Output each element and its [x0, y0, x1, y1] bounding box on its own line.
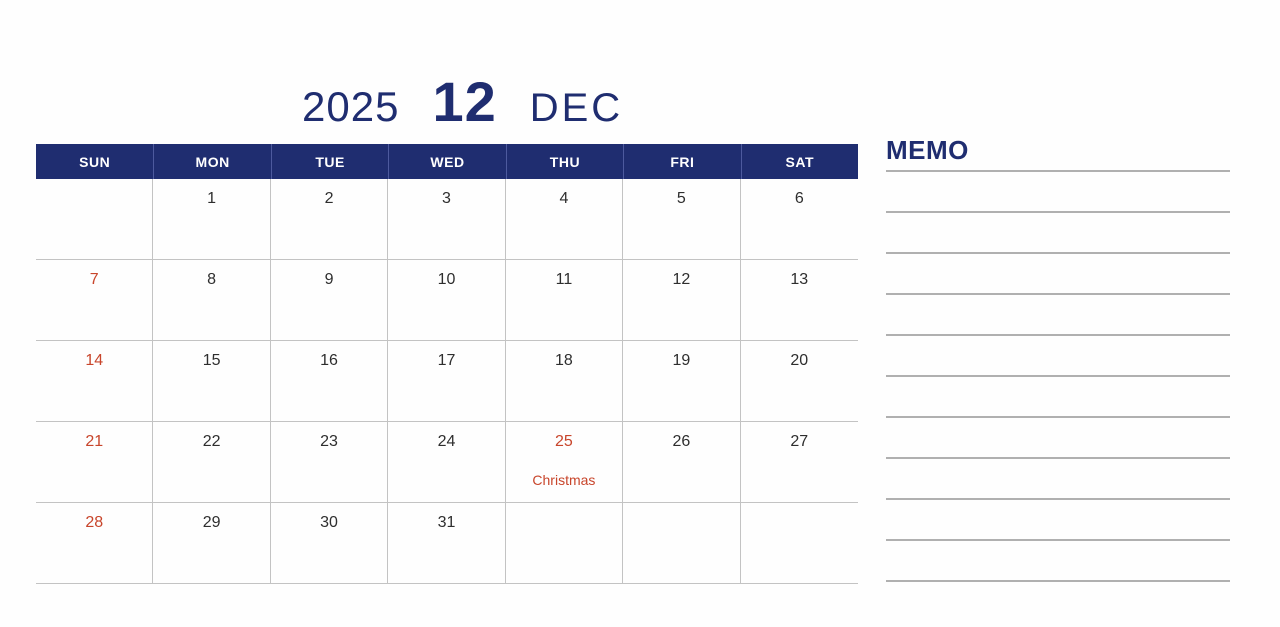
- date-number: 17: [437, 352, 456, 369]
- calendar-cell-1: [153, 179, 270, 260]
- memo-line: [886, 459, 1230, 500]
- memo-line: [886, 172, 1230, 213]
- calendar-cell-29: [153, 503, 270, 584]
- calendar-cell-empty: [623, 503, 740, 584]
- date-number: 1: [207, 190, 217, 207]
- holiday-label: Christmas: [532, 472, 596, 488]
- calendar-cell-15: [153, 341, 270, 422]
- calendar-cell-13: [741, 260, 858, 341]
- date-number: 13: [790, 271, 809, 288]
- memo-line: [886, 500, 1230, 541]
- day-header-thu: THU: [506, 144, 623, 179]
- page-title: [302, 70, 624, 133]
- date-number: 26: [672, 433, 691, 450]
- calendar-cell-12: [623, 260, 740, 341]
- calendar-cell-7: [36, 260, 153, 341]
- date-number: 11: [555, 271, 573, 288]
- day-header-fri: FRI: [623, 144, 740, 179]
- date-number: 25: [555, 433, 573, 450]
- calendar-cell-25: [506, 422, 623, 503]
- calendar-cell-8: [153, 260, 270, 341]
- memo-panel: [886, 136, 1230, 582]
- date-number: 29: [202, 514, 221, 531]
- calendar-cell-19: [623, 341, 740, 422]
- date-number: 19: [672, 352, 691, 369]
- calendar-cell-23: [271, 422, 388, 503]
- calendar-cell-empty: [506, 503, 623, 584]
- day-header-mon: MON: [153, 144, 270, 179]
- date-number: 30: [320, 514, 338, 531]
- calendar-cell-empty: [741, 503, 858, 584]
- calendar-cell-4: [506, 179, 623, 260]
- date-number: 21: [85, 433, 104, 450]
- date-number: 24: [437, 433, 456, 450]
- year-label: 2025: [302, 83, 400, 130]
- date-number: 8: [207, 271, 217, 288]
- calendar-cell-3: [388, 179, 505, 260]
- calendar-cell-empty: [36, 179, 153, 260]
- calendar-cell-17: [388, 341, 505, 422]
- calendar-cell-11: [506, 260, 623, 341]
- calendar-cell-5: [623, 179, 740, 260]
- date-number: 31: [437, 514, 456, 531]
- memo-title: MEMO: [886, 135, 969, 165]
- date-number: 5: [676, 190, 686, 207]
- memo-line: [886, 213, 1230, 254]
- month-number-label: 12: [432, 70, 497, 133]
- calendar-cell-27: [741, 422, 858, 503]
- calendar-cell-26: [623, 422, 740, 503]
- memo-lines: [886, 172, 1230, 582]
- date-number: 18: [555, 352, 573, 369]
- calendar-cell-24: [388, 422, 505, 503]
- memo-header: [886, 136, 1230, 172]
- date-number: 16: [320, 352, 338, 369]
- calendar-grid: [36, 179, 858, 584]
- calendar-cell-20: [741, 341, 858, 422]
- memo-line: [886, 377, 1230, 418]
- memo-line: [886, 295, 1230, 336]
- date-number: 6: [794, 190, 804, 207]
- date-number: 3: [442, 190, 451, 207]
- day-header-sat: SAT: [741, 144, 858, 179]
- date-number: 28: [85, 514, 104, 531]
- date-number: 27: [790, 433, 809, 450]
- month-abbr-label: DEC: [529, 86, 624, 130]
- date-number: 10: [437, 271, 456, 288]
- memo-line: [886, 254, 1230, 295]
- calendar-cell-21: [36, 422, 153, 503]
- day-header-sun: SUN: [79, 153, 111, 170]
- date-number: 20: [790, 352, 809, 369]
- calendar-cell-10: [388, 260, 505, 341]
- calendar-cell-28: [36, 503, 153, 584]
- calendar-cell-14: [36, 341, 153, 422]
- calendar-cell-30: [271, 503, 388, 584]
- date-number: 7: [89, 271, 99, 288]
- day-header-tue: TUE: [271, 144, 388, 179]
- date-number: 9: [324, 271, 334, 288]
- date-number: 12: [672, 271, 691, 288]
- calendar-cell-18: [506, 341, 623, 422]
- memo-line: [886, 541, 1230, 582]
- day-header-wed: WED: [388, 144, 505, 179]
- date-number: 22: [202, 433, 221, 450]
- date-number: 23: [320, 433, 338, 450]
- date-number: 4: [559, 190, 569, 207]
- memo-line: [886, 418, 1230, 459]
- calendar-cell-6: [741, 179, 858, 260]
- calendar-cell-2: [271, 179, 388, 260]
- calendar-header-row: [36, 144, 858, 179]
- calendar-cell-9: [271, 260, 388, 341]
- date-number: 14: [85, 352, 104, 369]
- memo-line: [886, 336, 1230, 377]
- date-number: 2: [324, 190, 334, 207]
- calendar-cell-16: [271, 341, 388, 422]
- date-number: 15: [202, 352, 221, 369]
- calendar: [36, 144, 858, 584]
- calendar-cell-31: [388, 503, 505, 584]
- calendar-cell-22: [153, 422, 270, 503]
